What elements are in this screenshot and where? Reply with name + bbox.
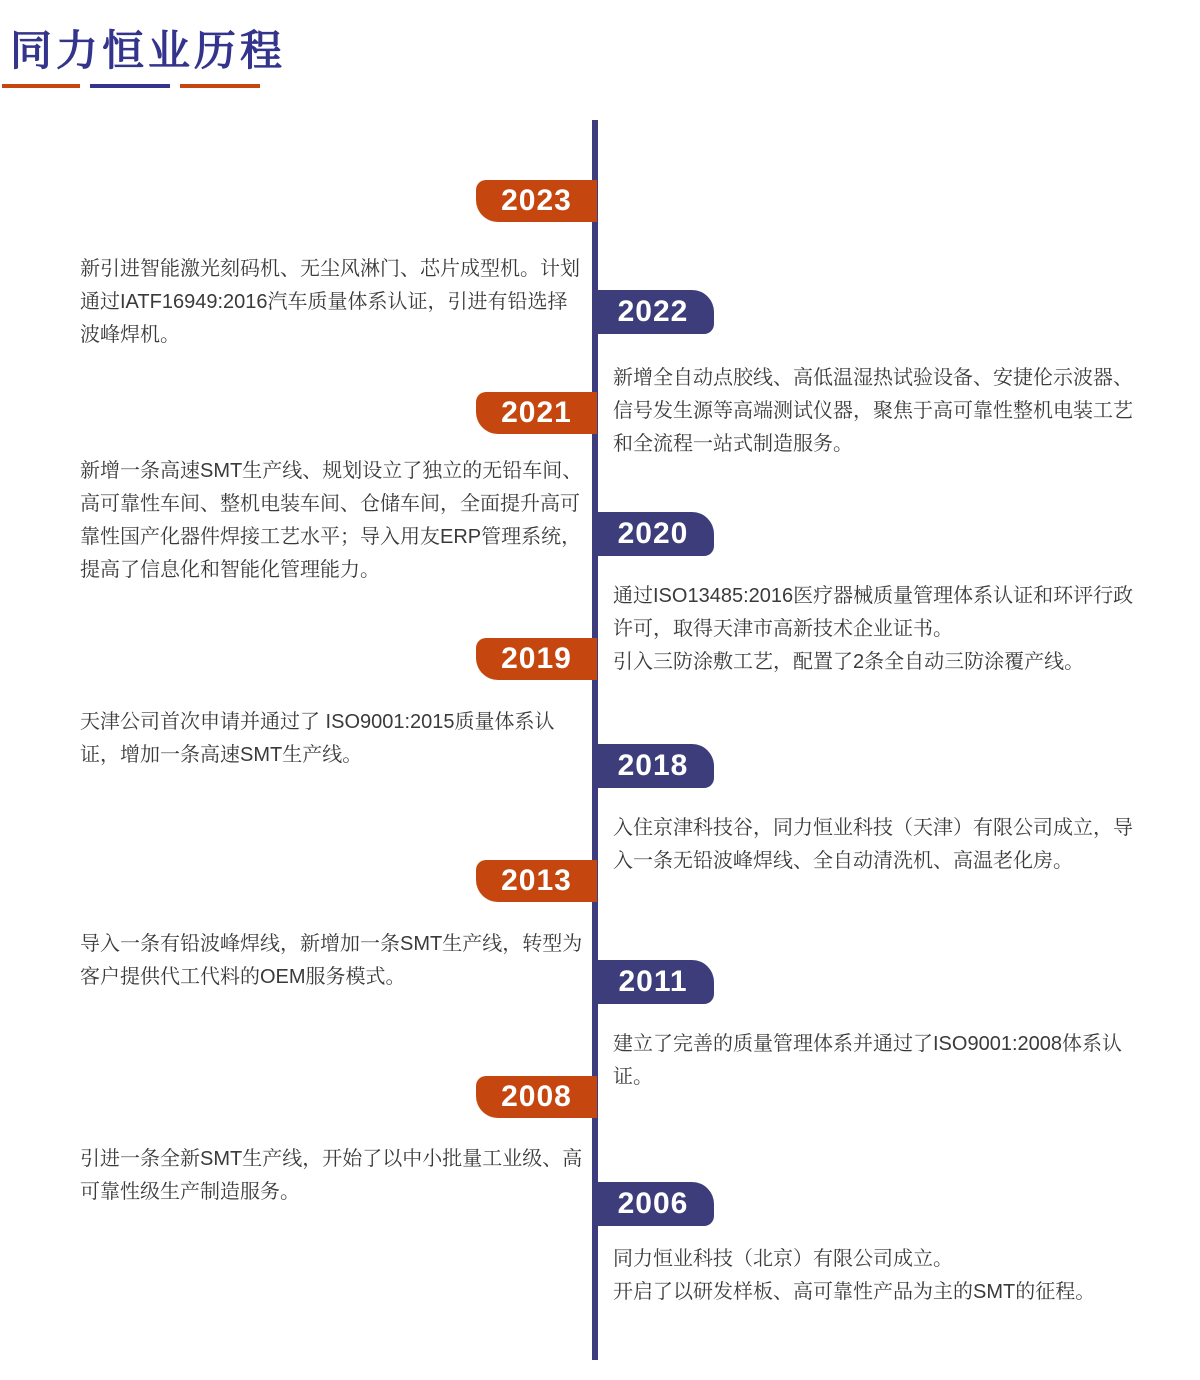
year-badge-2019: 2019 [476, 638, 597, 680]
title-underline-segment-2 [90, 84, 170, 88]
year-badge-2021: 2021 [476, 392, 597, 434]
event-text-2018: 入住京津科技谷，同力恒业科技（天津）有限公司成立，导入一条无铅波峰焊线、全自动清洗机、高温老化房。 [613, 817, 1133, 872]
page-title: 同力恒业历程 [10, 27, 287, 74]
title-underline-segment-3 [180, 84, 260, 88]
event-text-2008: 引进一条全新SMT生产线，开始了以中小批量工业级、高可靠性级生产制造服务。 [80, 1148, 583, 1203]
event-text-2021: 新增一条高速SMT生产线、规划设立了独立的无铅车间、高可靠性车间、整机电装车间、仓储车间，全面提升高可靠性国产化器件焊接工艺水平；导入用友ERP管理系统，提高了信息化和智能化管理能力。 [80, 460, 583, 581]
year-badge-2011: 2011 [592, 960, 714, 1004]
event-text-2011: 建立了完善的质量管理体系并通过了ISO9001:2008体系认证。 [613, 1033, 1122, 1088]
year-badge-2023: 2023 [476, 180, 597, 222]
year-badge-2018: 2018 [592, 744, 714, 788]
event-text-2006 [613, 1243, 1138, 1309]
event-text-2006-line-2: 开启了以研发样板、高可靠性产品为主的SMT的征程。 [613, 1281, 1096, 1303]
year-badge-2020: 2020 [592, 512, 714, 556]
year-badge-2008: 2008 [476, 1076, 597, 1118]
event-text-2006-line-1: 同力恒业科技（北京）有限公司成立。 [613, 1248, 953, 1270]
event-text-2020-line-1: 通过ISO13485:2016医疗器械质量管理体系认证和环评行政许可，取得天津市高新技术企业证书。 [613, 585, 1134, 640]
event-text-2019: 天津公司首次申请并通过了 ISO9001:2015质量体系认证，增加一条高速SMT生产线。 [80, 711, 555, 766]
title-underline-segment-1 [2, 84, 80, 88]
year-badge-2022: 2022 [592, 290, 714, 334]
event-text-2023: 新引进智能激光刻码机、无尘风淋门、芯片成型机。计划通过IATF16949:2016汽车质量体系认证，引进有铅选择波峰焊机。 [80, 258, 580, 346]
year-badge-2013: 2013 [476, 860, 597, 902]
event-text-2020-line-2: 引入三防涂敷工艺，配置了2条全自动三防涂覆产线。 [613, 651, 1085, 673]
event-text-2013: 导入一条有铅波峰焊线，新增加一条SMT生产线，转型为客户提供代工代料的OEM服务模式。 [80, 933, 583, 988]
event-text-2022: 新增全自动点胶线、高低温湿热试验设备、安捷伦示波器、信号发生源等高端测试仪器，聚焦于高可靠性整机电装工艺和全流程一站式制造服务。 [613, 367, 1133, 455]
event-text-2020 [613, 580, 1138, 679]
year-badge-2006: 2006 [592, 1182, 714, 1226]
